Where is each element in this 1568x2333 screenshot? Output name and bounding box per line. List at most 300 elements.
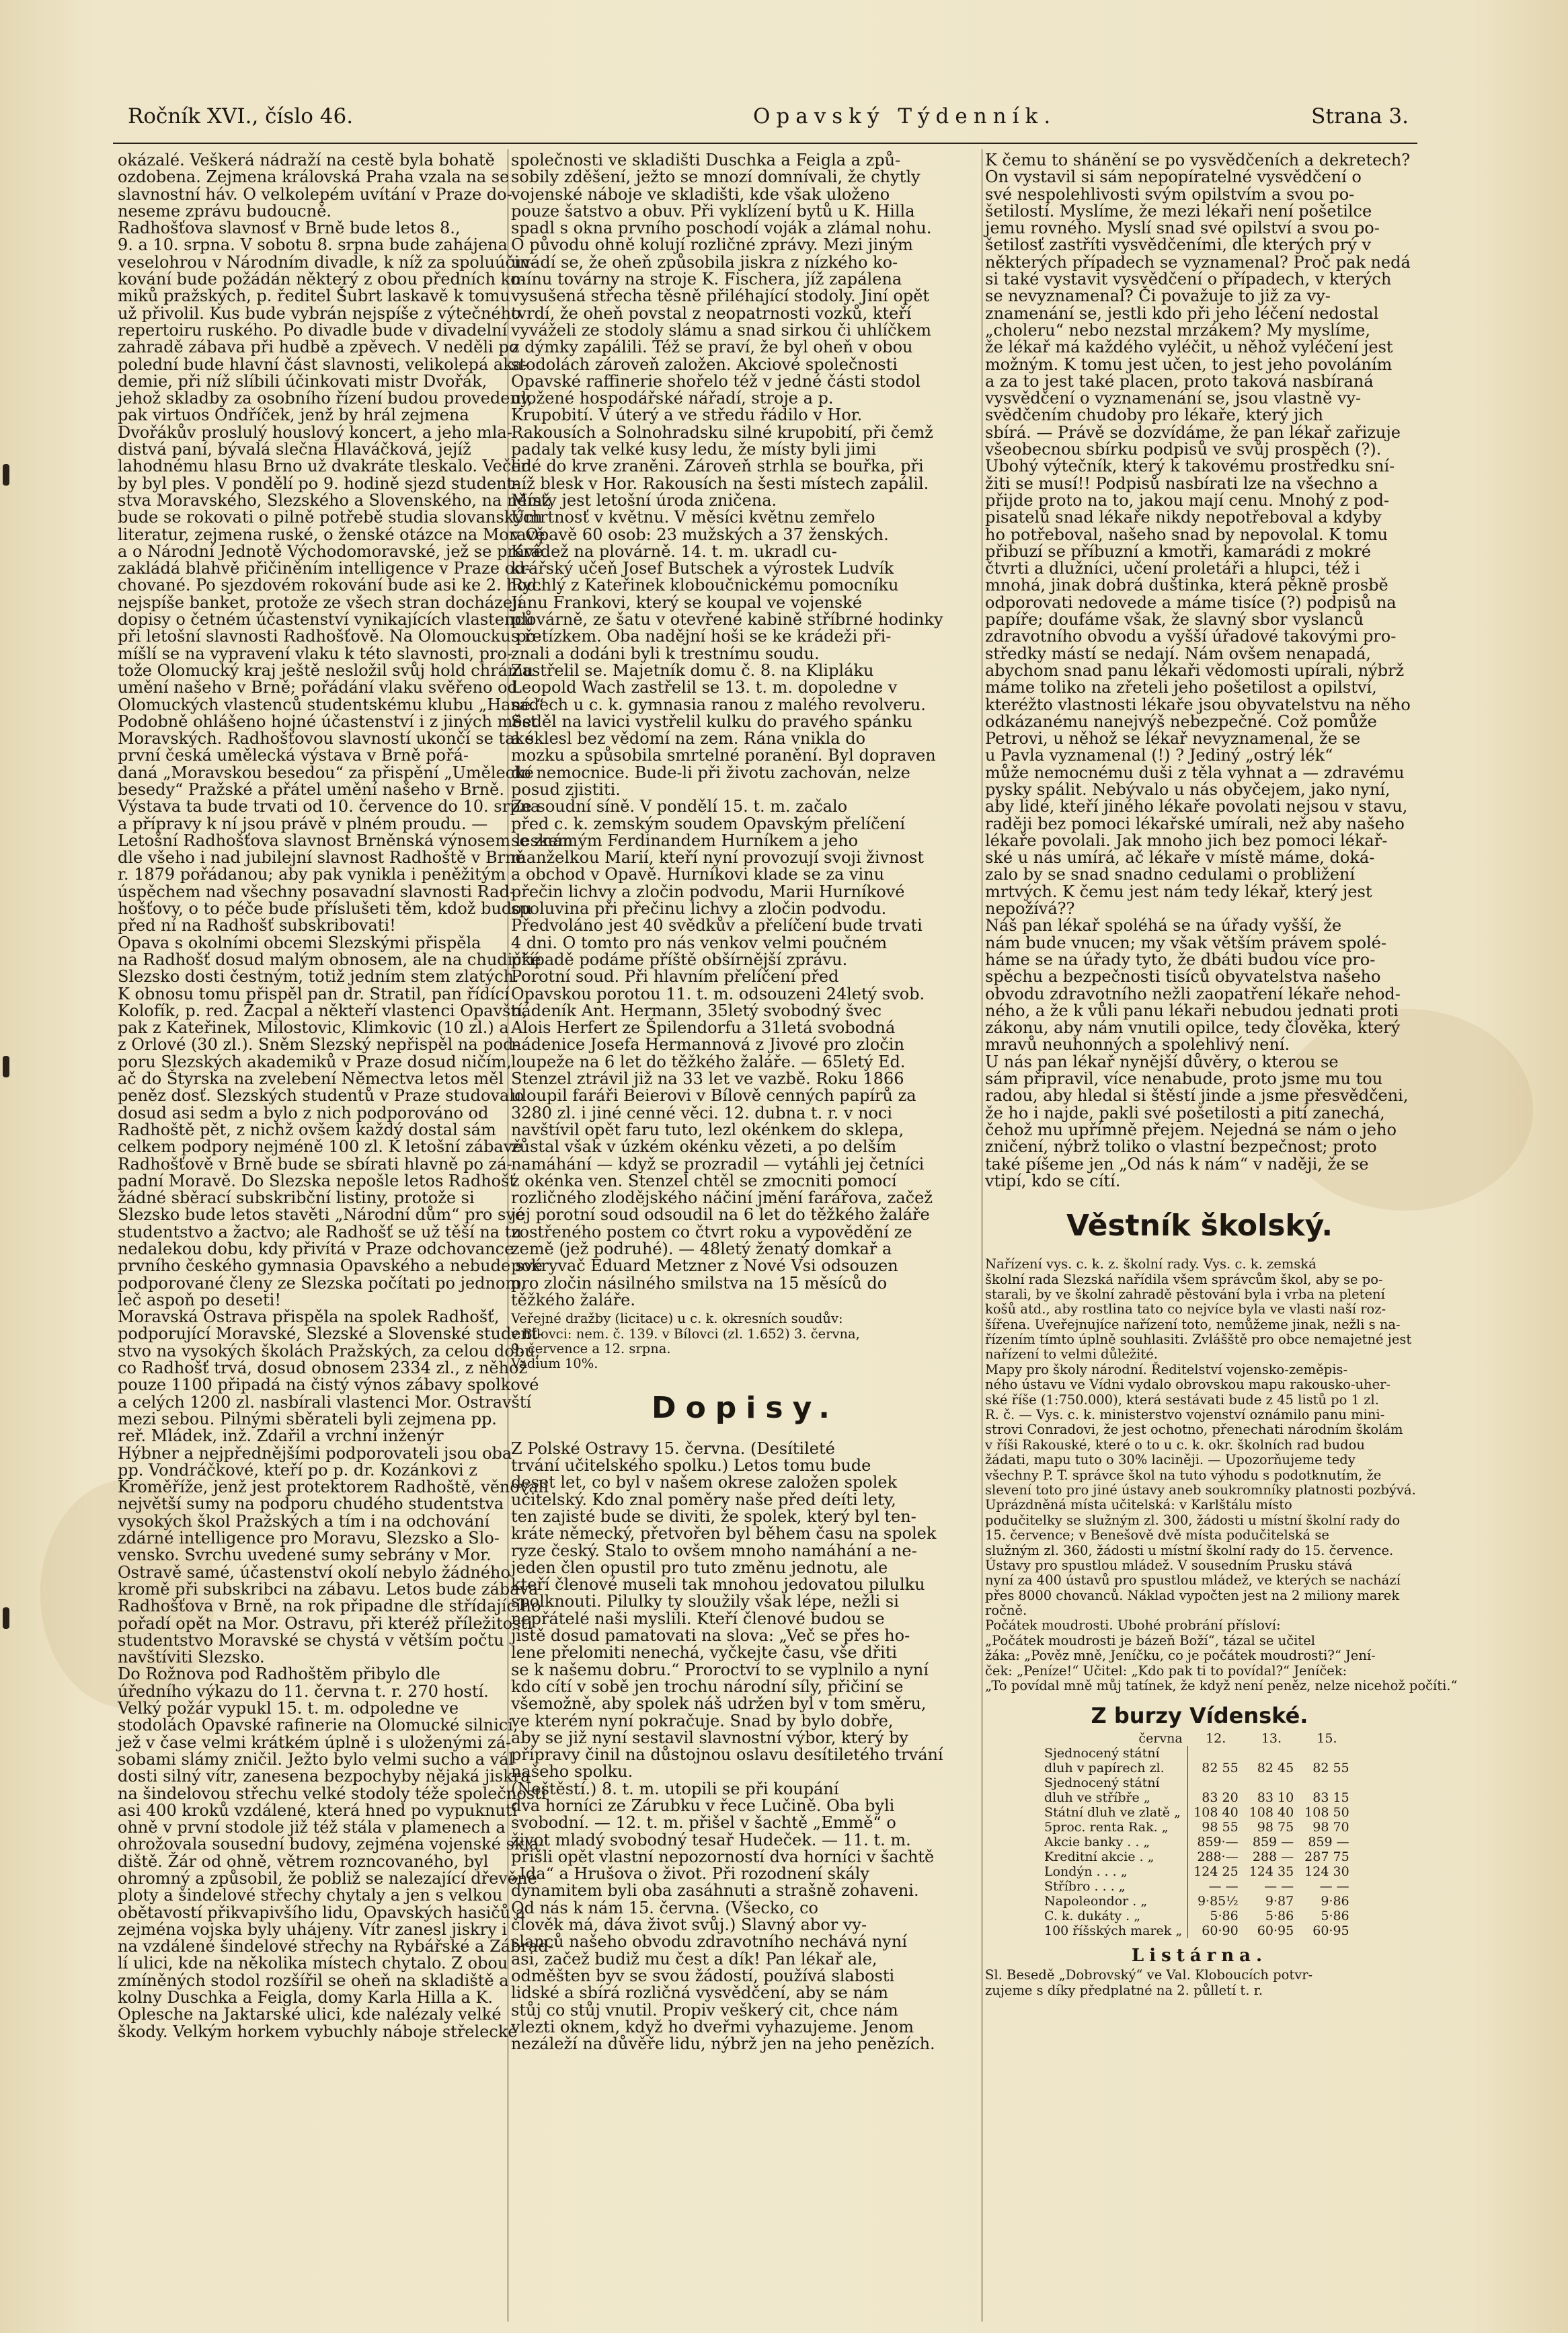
text-line: těžkého žaláře. bbox=[511, 1290, 636, 1309]
text-line: Radhošťově v Brně bude se sbírati hlavně po zá- bbox=[118, 1154, 512, 1174]
text-line: vtipí, kdo se cítí. bbox=[985, 1171, 1121, 1190]
text-line: stůj co stůj vnutil. Propiv veškerý cit, chce nám bbox=[511, 2000, 898, 2020]
text-line: Výstava ta bude trvati od 10. července do 10. srpna bbox=[118, 797, 541, 816]
text-line: zákonu, aby nám vnutili opilce, tedy člověka, který bbox=[985, 1018, 1401, 1038]
exchange-value: 108 40 bbox=[1193, 1805, 1239, 1821]
text-line: prvního českého gymnasia Opavského a nebude své bbox=[118, 1256, 543, 1276]
text-line: hošťovy, o to péče bude příslušeti těm, kdož budou bbox=[118, 899, 533, 919]
text-line: lékaře povolali. Jak mnoho jich bez pomoci lékař- bbox=[985, 831, 1388, 850]
text-line: polední bude hlavní část slavnosti, velikolepá aka- bbox=[118, 354, 528, 374]
burza-heading: Z burzy Vídenské. bbox=[1091, 1703, 1308, 1729]
text-line: nám bude vnucen; my však větším právem spolé- bbox=[985, 933, 1386, 952]
text-line: svobodní. — 12. t. m. přišel v šachtě „Emmě“ o bbox=[511, 1813, 896, 1833]
text-line: 9. a 10. srpna. V sobotu 8. srpna bude zahájena bbox=[118, 235, 508, 255]
exchange-row bbox=[1039, 1761, 1355, 1775]
exchange-value: 60·95 bbox=[1312, 1923, 1349, 1939]
text-line: odměšten byv se svou žádostí, používá slabosti bbox=[511, 1966, 895, 1985]
text-line: a přípravy k ní jsou právě v plném proudu. — bbox=[118, 814, 488, 833]
exchange-value: 60·90 bbox=[1202, 1923, 1239, 1939]
text-line: Hýbner a nejpřednějšími podporovateli jsou oba bbox=[118, 1443, 512, 1463]
exchange-label: Napoleondor . „ bbox=[1039, 1894, 1188, 1909]
text-line: Počátek moudrosti. Ubohé probrání přísloví: bbox=[985, 1617, 1281, 1634]
text-line: aby se již nyní sestavil slavnostní výbor, který by bbox=[511, 1728, 908, 1747]
text-line: namáhání — když se prozradil — vytáhli jej četníci bbox=[511, 1154, 925, 1174]
text-line: Stenzel ztrávil již na 33 let ve vazbě. Roku 1866 bbox=[511, 1069, 904, 1089]
text-line: žádné sběrací subskribční listiny, protože si bbox=[118, 1188, 475, 1208]
exchange-row bbox=[1039, 1805, 1355, 1820]
text-line: lí ulici, kde na několika místech chytalo. Z obou bbox=[118, 1954, 508, 1973]
binding-mark bbox=[3, 1607, 9, 1629]
text-line: jemu rovného. Myslí snad své opilství a svou po- bbox=[985, 219, 1380, 238]
text-line: Moravských. Radhošťovou slavností ukončí se také bbox=[118, 729, 535, 749]
exchange-header-cell: 15. bbox=[1317, 1731, 1337, 1747]
text-line: před ní na Radhošť subskribovati! bbox=[118, 916, 396, 935]
text-line: žáka: „Pověz mně, Jeníčku, co je počátek moudrosti?“ Jení- bbox=[985, 1648, 1376, 1664]
text-line: besedy“ Pražské a přátel umění našeho v Brně. bbox=[118, 779, 504, 799]
text-line: ohně v první stodole již též stála v plamenech a bbox=[118, 1818, 506, 1837]
text-line: U nás pan lékař nynější důvěry, o kterou se bbox=[985, 1052, 1339, 1071]
exchange-value bbox=[1299, 1746, 1354, 1761]
text-line: uloupil faráři Beierovi v Bílově cenných papírů za bbox=[511, 1086, 916, 1106]
text-line: Do Rožnova pod Radhoštěm přibylo dle bbox=[118, 1665, 440, 1684]
text-line: jež v čase velmi krátkém úplně i s uloženými zá- bbox=[118, 1732, 512, 1752]
masthead-title: Opavský Týdenník. bbox=[753, 104, 1057, 128]
text-line: s řetízkem. Oba nadějní hoši se ke krádeži při- bbox=[511, 627, 892, 646]
text-line: slanců našeho obvodu zdravotního nechává nyní bbox=[511, 1932, 907, 1952]
exchange-value: 83 20 bbox=[1202, 1790, 1239, 1806]
text-line: nádeník Ant. Hermann, 35letý svobodný švec bbox=[511, 1001, 882, 1020]
text-line: kráte německý, přetvořen byl během času na spolek bbox=[511, 1524, 937, 1543]
exchange-header-cell: 12. bbox=[1206, 1731, 1226, 1747]
text-line: úspěchem nad všechny posavadní slavnosti Rad- bbox=[118, 882, 516, 901]
text-line: dva horníci ze Zárubku v řece Lučině. Oba byli bbox=[511, 1796, 895, 1815]
text-line: posud zjistiti. bbox=[511, 779, 621, 799]
text-line: Kroměříže, jenž jest protektorem Radhoště, věnovali bbox=[118, 1478, 549, 1497]
exchange-value: 859 — bbox=[1252, 1835, 1294, 1850]
text-line: ské říše (1:750.000), která sestávati bude z 45 listů po 1 zl. bbox=[985, 1391, 1379, 1408]
text-line: vojenské náboje ve skladišti, kde však uloženo bbox=[511, 184, 890, 204]
text-line: žádati, mapu tuto o 30% laciněji. — Upozorňujeme tedy bbox=[985, 1452, 1356, 1468]
text-line: život mladý svobodný tesař Hudeček. — 11. t. m. bbox=[511, 1830, 911, 1849]
exchange-header-cell: 13. bbox=[1261, 1731, 1282, 1747]
text-line: že ho i najde, pakli své pošetilosti a pití zanechá, bbox=[985, 1103, 1385, 1122]
text-line: Porotní soud. Při hlavním přelíčení před bbox=[511, 967, 839, 987]
text-line: diště. Žár od ohně, větrem rozncovaného, byl bbox=[118, 1851, 489, 1871]
text-line: veselohrou v Národním divadle, k níž za spoluúčin- bbox=[118, 252, 536, 272]
text-line: škody. Velkým horkem vybuchly náboje střelecké bbox=[118, 2022, 518, 2041]
text-line: Leopold Wach zastřelil se 13. t. m. dopoledne v bbox=[511, 678, 898, 697]
text-line: na šindelovou střechu velké stodoly téže společnosti bbox=[118, 1784, 547, 1803]
text-line: vensko. Svrchu uvedené sumy sebrány v Mor. bbox=[118, 1545, 492, 1565]
text-line: „Počátek moudrosti je bázeň Boží“, tázal se učitel bbox=[985, 1632, 1316, 1648]
text-line: pro zločin násilného smilstva na 15 měsíců do bbox=[511, 1273, 888, 1293]
text-line: R. č. — Vys. c. k. ministerstvo vojenství oznámilo panu mini- bbox=[985, 1407, 1385, 1423]
text-line: může nemocnému duši z těla vyhnat a — zdravému bbox=[985, 763, 1405, 782]
listarna-text bbox=[985, 1968, 1414, 1998]
text-line: 3280 zl. i jiné cenné věci. 12. dubna t. r. v noci bbox=[511, 1103, 893, 1122]
text-line: bude se rokovati o pilně potřebě studia slovanských bbox=[118, 508, 543, 527]
exchange-value bbox=[1188, 1746, 1244, 1761]
text-line: „choleru“ nebo nezstal mrzákem? My myslíme, bbox=[985, 320, 1370, 340]
text-line: Radhoště pět, z nichž ovšem každý dostal sám bbox=[118, 1120, 496, 1139]
exchange-row bbox=[1039, 1775, 1355, 1790]
exchange-value: 82 55 bbox=[1202, 1761, 1239, 1776]
text-line: ohromný a způsobil, že pobliž se nalezající dřevěné bbox=[118, 1868, 537, 1888]
text-line: kdo cítí v sobě jen trochu národní síly, přičiní se bbox=[511, 1677, 904, 1696]
text-line: přišli opět vlastní nepozorností dva horníci v šachtě bbox=[511, 1847, 935, 1866]
text-line: Dvořákův proslulý houslový koncert, a jeho mla- bbox=[118, 422, 512, 442]
text-line: Z Polské Ostravy 15. června. (Desítileté bbox=[511, 1439, 835, 1458]
text-line: zejména vojska byly uhájeny. Vítr zanesl jiskry i bbox=[118, 1919, 507, 1939]
text-line: Kolofík, p. red. Žacpal a někteří vlastenci Opavští, bbox=[118, 1001, 528, 1020]
text-line: přibuzí se příbuzní a kmotři, kamarádi z mokré bbox=[985, 541, 1371, 561]
text-line: na Radhošť dosud malým obnosem, ale na chudičké bbox=[118, 950, 541, 969]
text-line: všemožně, aby spolek náš udržen byl v tom směru, bbox=[511, 1694, 927, 1714]
text-line: r. 1879 pořádanou; aby pak vynikla i peněžitým bbox=[118, 865, 506, 884]
exchange-value: 9·85½ bbox=[1197, 1894, 1239, 1909]
text-line: loupeže na 6 let do těžkého žaláře. — 65letý Ed. bbox=[511, 1052, 906, 1071]
text-line: zalo by se snad snadno cedulami o probližení bbox=[985, 865, 1356, 884]
text-line: zahradě zábava při hudbě a zpěvech. V neděli po bbox=[118, 338, 519, 357]
text-line: odkázanému nanejvýš nebezpečné. Což pomůže bbox=[985, 712, 1377, 731]
text-line: kteréžto vlastnosti lékaře jsou obyvatelstvu na něho bbox=[985, 695, 1411, 714]
text-line: uvádí se, že oheň způsobila jiskra z nízkého ko- bbox=[511, 252, 898, 272]
exchange-value: 5·86 bbox=[1265, 1909, 1294, 1924]
text-line: co Radhošť trvá, dosud obnosem 2334 zl., z něhož bbox=[118, 1359, 528, 1378]
text-line: se k našemu dobru.“ Proroctví to se vyplnilo a nyní bbox=[511, 1660, 929, 1679]
auction-notice bbox=[511, 1311, 980, 1372]
text-line: na vzdálené šindelové střechy na Rybářské a Zábrad- bbox=[118, 1937, 554, 1956]
text-line: nařízení to velmi důležité. bbox=[985, 1346, 1158, 1363]
exchange-value: 859·— bbox=[1197, 1835, 1239, 1850]
text-line: Ústavy pro spustlou mládež. V sousedním Prusku stává bbox=[985, 1557, 1353, 1573]
text-line: neseme zprávu budoucně. bbox=[118, 201, 332, 221]
text-line: Uprázdněná místa učitelská: v Karlštálu místo bbox=[985, 1497, 1292, 1513]
text-line: studentstvo a žactvo; ale Radhošť se už těší na tu bbox=[118, 1222, 522, 1241]
text-line: poru Slezských akademiků v Praze dosud ničím, bbox=[118, 1052, 512, 1071]
text-line: Sl. Besedě „Dobrovský“ ve Val. Kloboucích potvr- bbox=[985, 1967, 1313, 1983]
text-line: jej porotní soud odsoudil na 6 let do těžkého žaláře bbox=[511, 1205, 930, 1225]
text-line: Předvoláno jest 40 svědkův a přelíčení bude trvati bbox=[511, 916, 923, 935]
text-line: „Ida“ a Hrušova o život. Při rozodnení skály bbox=[511, 1864, 869, 1884]
text-line: mnohá, jinak dobrá duštinka, která pěkně prosbě bbox=[985, 576, 1388, 595]
text-line: Seděl na lavici vystřelil kulku do pravého spánku bbox=[511, 712, 912, 731]
text-line: zostřeného postem co čtvrt roku a vypovědění ze bbox=[511, 1222, 912, 1241]
text-line: žiti se musí!! Podpisů nasbírati lze na všechno a bbox=[985, 473, 1378, 493]
text-line: leč aspoň po deseti! bbox=[118, 1290, 281, 1309]
text-line: také píšeme jen „Od nás k nám“ v naději, že se bbox=[985, 1154, 1369, 1174]
text-line: odporovati nedovede a máme tisíce (?) podpisů na bbox=[985, 592, 1397, 612]
text-line: dynamitem byli oba zasáhnuti a strašně zohaveni. bbox=[511, 1881, 919, 1901]
text-line: stodolách zároveň založen. Akciové společnosti bbox=[511, 354, 898, 374]
text-line: mínu továrny na stroje K. Fischera, jíž zapálena bbox=[511, 270, 902, 289]
text-line: dopisy o četném účastenství vynikajících vlastenců bbox=[118, 610, 535, 629]
binding-mark bbox=[3, 1056, 9, 1077]
text-line: slavnostní háv. O velkolepém uvítání v Praze do- bbox=[118, 184, 512, 204]
text-line: zmíněných stodol rozšířil se oheň na skladiště a bbox=[118, 1971, 509, 1990]
exchange-value: 108 40 bbox=[1249, 1805, 1294, 1821]
text-line: Místy jest letošní úroda zničena. bbox=[511, 490, 777, 510]
text-line: a o Národní Jednotě Východomoravské, jež se právě bbox=[118, 541, 543, 561]
text-line: Úmrtnosť v květnu. V měsíci květnu zemřelo bbox=[511, 508, 875, 527]
text-line: ného, a že k vůli panu lékaři nebudou jednati proti bbox=[985, 1001, 1399, 1020]
text-line: Od nás k nám 15. června. (Všecko, co bbox=[511, 1898, 818, 1917]
text-line: že lékař má každého vyléčit, u něhož vyléčení jest bbox=[985, 338, 1393, 357]
exchange-value: — — bbox=[1208, 1879, 1239, 1895]
text-line: kování bude požádán některý z obou předních ko- bbox=[118, 270, 526, 289]
exchange-value bbox=[1299, 1775, 1354, 1790]
text-line: stva Moravského, Slezského a Slovenského, na němž bbox=[118, 490, 551, 510]
text-line: čtvrti a dlužníci, učení proletáři a hlupci, též i bbox=[985, 559, 1360, 578]
exchange-value: 83 15 bbox=[1312, 1790, 1349, 1806]
exchange-header-cell: června bbox=[1138, 1731, 1183, 1747]
text-line: zdárné intelligence pro Moravu, Slezsko a Slo- bbox=[118, 1529, 500, 1548]
text-line: radou, aby hledal si štěstí jinde a jsme přesvědčeni, bbox=[985, 1086, 1409, 1106]
text-line: spěchu a bezpečnosti tisíců obyvatelstva našeho bbox=[985, 967, 1381, 987]
text-line: ohrožovala sousední budovy, zejména vojenské skla- bbox=[118, 1835, 545, 1854]
text-line: dosti silný vítr, zanesena bezpochyby nějaká jiskra bbox=[118, 1767, 531, 1786]
text-line: ryze český. Stalo to ovšem mnoho namáhání a ne- bbox=[511, 1541, 917, 1560]
text-line: trvání učitelského spolku.) Letos tomu bude bbox=[511, 1456, 871, 1476]
text-line: navštívil opět faru tuto, lezl okénkem do sklepa, bbox=[511, 1120, 904, 1139]
text-line: K čemu to shánění se po vysvědčeních a dekretech? bbox=[985, 151, 1411, 169]
text-line: Letošní Radhošťova slavnost Brněnská výnosem leskem bbox=[118, 831, 574, 850]
text-line: krářský učeň Josef Butschek a výrostek Ludvík bbox=[511, 559, 894, 578]
exchange-value: 98 55 bbox=[1202, 1820, 1239, 1835]
text-line: literatur, zejmena ruské, o ženské otázce na Moravě bbox=[118, 525, 545, 544]
text-line: rozličného zlodějského náčiní jmění farářova, začež bbox=[511, 1188, 933, 1208]
text-line: přes 8000 chovanců. Náklad vypočten jest na 2 miliony marek bbox=[985, 1587, 1400, 1603]
text-line: nyní za 400 ústavů pro spustlou mládež, ve kterých se nachází bbox=[985, 1572, 1401, 1589]
exchange-label: Sjednocený státní bbox=[1039, 1775, 1188, 1790]
text-line: sobami slámy zničil. Ježto bylo velmi sucho a vál bbox=[118, 1749, 514, 1769]
text-line: Rychlý z Kateřinek kloboučnickému pomocníku bbox=[511, 576, 899, 595]
text-line: daná „Moravskou besedou“ za přispění „Umělecké bbox=[118, 763, 534, 782]
text-line: nepožívá?? bbox=[985, 899, 1075, 919]
text-line: máme toliko na zřeteli jeho pošetilost a opilství, bbox=[985, 678, 1377, 697]
exchange-value: 859 — bbox=[1308, 1835, 1349, 1850]
text-line: před c. k. zemským soudem Opavským přelíčení bbox=[511, 814, 905, 833]
exchange-header-row bbox=[1039, 1731, 1355, 1746]
text-line: některých případech se vyznamenal? Proč pak nedá bbox=[985, 252, 1411, 272]
text-line: ve kterém nyní pokračuje. Snad by bylo dobře, bbox=[511, 1711, 894, 1730]
text-line: vyváželi ze stodoly slámu a snad sirkou či uhlíčkem bbox=[511, 320, 932, 340]
text-line: přečin lichvy a zločin podvodu, Marii Hurníkové bbox=[511, 882, 905, 901]
text-line: řízením tímto úplně souhlasiti. Zvlášště pro obce nemajetné jest bbox=[985, 1332, 1412, 1348]
text-line: Nařízení vys. c. k. z. školní rady. Vys. c. k. zemská bbox=[985, 1256, 1317, 1272]
exchange-row bbox=[1039, 1879, 1355, 1894]
text-line: distvá paní, bývalá slečna Hlaváčková, jejíž bbox=[118, 440, 471, 459]
text-line: stodolách Opavské rafinerie na Olomucké silnici, bbox=[118, 1716, 518, 1735]
text-line: strovi Conradovi, že jest ochotno, přenechati národním školám bbox=[985, 1422, 1403, 1438]
text-line: lidské a sbírá rozličná vysvědčení, aby se nám bbox=[511, 1983, 888, 2003]
text-line: Náš pan lékař spoléhá se na úřady vyšší, že bbox=[985, 916, 1342, 935]
text-line: našeho spolku. bbox=[511, 1762, 633, 1782]
text-line: abychom snad panu lékaři vědomosti upírali, nýbrž bbox=[985, 660, 1405, 680]
text-line: se nevyznamenal? Či považuje to již za vy- bbox=[985, 286, 1331, 306]
text-line: zdravotního obvodu a vyšší úřadové takovými pro- bbox=[985, 627, 1397, 646]
text-line: dle všeho i nad jubilejní slavnost Radhoště v Brně bbox=[118, 848, 525, 868]
exchange-value: 124 35 bbox=[1249, 1864, 1294, 1880]
exchange-value: 60·95 bbox=[1257, 1923, 1294, 1939]
text-line: umění našeho v Brně; pořádání vlaku svěřeno od bbox=[118, 678, 518, 697]
exchange-row bbox=[1039, 1820, 1355, 1835]
text-line: deset let, co byl v našem okrese založen spolek bbox=[511, 1473, 898, 1492]
exchange-value: 9·86 bbox=[1321, 1894, 1349, 1909]
text-line: a za to jest také placen, proto taková nasbíraná bbox=[985, 371, 1374, 391]
school-news bbox=[985, 1256, 1458, 1694]
text-line: člověk má, dáva život svůj.) Slavný abor vy- bbox=[511, 1915, 867, 1935]
text-line: spoluvina při přečinu lichvy a zločin podvodu. bbox=[511, 899, 887, 919]
text-line: manželkou Marií, kteří nyní provozují svoji živnost bbox=[511, 848, 924, 868]
exchange-value: 288·— bbox=[1197, 1849, 1239, 1865]
text-line: háme se na úřady tyto, že dbáti budou více pro- bbox=[985, 950, 1376, 969]
text-line: nádenice Josefa Hermannová z Jivové pro zločin bbox=[511, 1035, 904, 1055]
text-line: jeden člen opustil pro tuto změnu jednotu, ale bbox=[511, 1558, 888, 1577]
listarna-heading: Listárna. bbox=[1131, 1946, 1268, 1966]
text-line: pysky spálit. Nebývalo u nás obyčejem, jako nyní, bbox=[985, 779, 1390, 799]
exchange-value: — — bbox=[1319, 1879, 1349, 1895]
text-line: největší sumy na podporu chudého studentstva bbox=[118, 1494, 504, 1514]
text-line: Podobně ohlášeno hojné účastenství i z jiných měst bbox=[118, 712, 537, 731]
exchange-label: dluh ve stříbře „ bbox=[1039, 1790, 1188, 1805]
text-line: košů atd., aby rostlina tato co nejvíce byla ve vlasti naší roz- bbox=[985, 1301, 1386, 1317]
text-line: podporující Moravské, Slezské a Slovenské student- bbox=[118, 1324, 543, 1344]
text-line: Oplesche na Jaktarské ulici, kde nalézaly velké bbox=[118, 2005, 502, 2024]
exchange-label: dluh v papírech zl. bbox=[1039, 1761, 1188, 1775]
text-line: by byl ples. V pondělí po 9. hodině sjezd student- bbox=[118, 473, 519, 493]
text-line: už přivolil. Kus bude vybrán nejspíše z výtečného bbox=[118, 303, 521, 323]
text-line: pouze šatstvo a obuv. Při vyklízení bytů u K. Hilla bbox=[511, 201, 915, 221]
text-line: znamenání se, jestli kdo při jeho léčení nedostal bbox=[985, 303, 1379, 323]
text-line: šetilosť zastříti vysvědčeními, dle kterých prý v bbox=[985, 235, 1371, 255]
text-line: zničení, nýbrž toliko o vlastní bezpečnost; proto bbox=[985, 1137, 1377, 1157]
exchange-value: 98 70 bbox=[1312, 1820, 1349, 1835]
text-line: Ostravě samé, účastenství okolí nebylo žádného bbox=[118, 1562, 510, 1582]
text-line: země (jež podruhé). — 48letý ženatý domkař a bbox=[511, 1239, 892, 1258]
text-line: ného ústavu ve Vídni vydalo obrovskou mapu rakousko-uher- bbox=[985, 1377, 1391, 1393]
text-line: tože Olomucký kraj ještě nesložil svůj hold chrámu bbox=[118, 660, 534, 680]
text-line: raději bez pomoci lékařské umírali, než aby našeho bbox=[985, 814, 1405, 833]
exchange-value: 5·86 bbox=[1210, 1909, 1239, 1924]
text-line: Opava s okolními obcemi Slezskými přispěla bbox=[118, 933, 481, 952]
text-line: Petrovi, u něhož se lékař nevyznamenal, že se bbox=[985, 729, 1361, 749]
exchange-value bbox=[1244, 1775, 1299, 1790]
text-line: kolny Duschka a Feigla, domy Karla Hilla a K. bbox=[118, 1988, 493, 2007]
text-line: 9. července a 12. srpna. bbox=[511, 1340, 671, 1356]
exchange-value bbox=[1188, 1775, 1244, 1790]
header-rule bbox=[113, 143, 1417, 144]
dopisy-heading: Dopisy. bbox=[652, 1390, 839, 1425]
text-line: čehož mu upřímně přejem. Nejedná se nám o jeho bbox=[985, 1120, 1397, 1139]
text-line: uložené hospodářské nářadí, stroje a p. bbox=[511, 389, 834, 408]
exchange-value: 5·86 bbox=[1321, 1909, 1349, 1924]
column-3 bbox=[985, 151, 1458, 1998]
text-line: kromě při subskribci na zábavu. Letos bude zábava bbox=[118, 1579, 539, 1599]
text-line: padní Moravě. Do Slezska nepošle letos Radhošť bbox=[118, 1171, 516, 1190]
text-line: ho potřeboval, našeho snad by nepovolal. K tomu bbox=[985, 525, 1388, 544]
column-2 bbox=[511, 152, 980, 2053]
text-line: v Opavě 60 osob: 23 mužských a 37 ženských. bbox=[511, 525, 889, 544]
text-line: repertoiru ruského. Po divadle bude v divadelní bbox=[118, 320, 508, 340]
volume-issue: Ročník XVI., číslo 46. bbox=[128, 104, 354, 128]
letter-continuation bbox=[985, 152, 1414, 1190]
text-line: dosud asi sedm a bylo z nich podporováno od bbox=[118, 1103, 489, 1122]
exchange-table bbox=[1039, 1731, 1355, 1938]
text-line: spadl s okna prvního poschodí voják a zlámal nohu. bbox=[511, 219, 932, 238]
text-line: školní rada Slezská nařídila všem správcům škol, aby se po- bbox=[985, 1271, 1383, 1287]
text-line: a sklesl bez vědomí na zem. Rána vnikla do bbox=[511, 729, 866, 749]
text-line: obvodu zdravotního nežli zaopatření lékaře nehod- bbox=[985, 984, 1401, 1003]
text-line: Veřejné dražby (licitace) u c. k. okresních soudův: bbox=[511, 1311, 843, 1327]
text-line: si také vystavit vysvědčení o případech, v kterých bbox=[985, 270, 1392, 289]
exchange-row bbox=[1039, 1864, 1355, 1879]
exchange-value: 124 30 bbox=[1304, 1864, 1349, 1880]
exchange-value bbox=[1244, 1746, 1299, 1761]
text-line: kteří členové museli tak mnohou jedovatou pilulku bbox=[511, 1575, 925, 1595]
text-line: sadech u c. k. gymnasia ranou z malého revolveru. bbox=[511, 695, 926, 714]
letters-section bbox=[511, 1441, 980, 2053]
exchange-value: 288 — bbox=[1252, 1849, 1294, 1865]
text-line: Alois Herfert ze Špilendorfu a 31letá svobodná bbox=[511, 1018, 896, 1038]
text-line: reř. Mládek, inž. Zdařil a vrchní inženýr bbox=[118, 1426, 444, 1446]
text-line: při letošní slavnosti Radhošťově. Na Olomoucku po- bbox=[118, 627, 542, 646]
text-line: pořadí opět na Mor. Ostravu, při kteréž příležitosti bbox=[118, 1613, 533, 1633]
text-line: plovárně, ze šatu v otevřené kabině stříbrné hodinky bbox=[511, 610, 943, 629]
exchange-value: 82 55 bbox=[1312, 1761, 1349, 1776]
text-line: stvo na vysokých školách Pražských, za celou dobu, bbox=[118, 1341, 541, 1361]
text-line: ček: „Peníze!“ Učitel: „Kdo pak ti to povídal?“ Jeníček: bbox=[985, 1662, 1347, 1679]
text-line: sbírá. — Právě se dozvídáme, že pan lékař zařizuje bbox=[985, 422, 1401, 442]
text-line: zůstal však v úzkém okénku vězeti, a po delším bbox=[511, 1137, 897, 1157]
text-line: spolknouti. Pilulky ty sloužily však lépe, nežli si bbox=[511, 1592, 899, 1611]
text-line: lahodnému hlasu Brno už dvakráte tleskalo. Večer bbox=[118, 457, 529, 476]
exchange-row bbox=[1039, 1835, 1355, 1849]
text-line: vysvědčení o vyznamenání se, jsou vlastně vy- bbox=[985, 389, 1362, 408]
text-line: Opavské raffinerie shořelo též v jedné části stodol bbox=[511, 371, 920, 391]
text-line: vysokých škol Pražských a tím i na odchování bbox=[118, 1511, 490, 1531]
text-line: pokryvač Eduard Metzner z Nové Vsi odsouzen bbox=[511, 1256, 898, 1276]
text-line: obětavostí přikvapivšího lidu, Opavských hasičů a bbox=[118, 1903, 526, 1922]
exchange-label: C. k. dukáty . „ bbox=[1039, 1909, 1188, 1923]
page-number: Strana 3. bbox=[1311, 104, 1409, 128]
text-line: demie, při níž slíbili účinkovati mistr Dvořák, bbox=[118, 371, 487, 391]
text-line: (Neštěstí.) 8. t. m. utopili se při koupání bbox=[511, 1779, 839, 1798]
text-line: Zastřelil se. Majetník domu č. 8. na Klipláku bbox=[511, 660, 874, 680]
text-line: „To povídal mně můj tatínek, že když není peněz, nelze nicehož počíti.“ bbox=[985, 1678, 1458, 1694]
text-line: ten zajisté bude se diviti, že spolek, který byl ten- bbox=[511, 1506, 916, 1526]
exchange-label: Akcie banky . . „ bbox=[1039, 1835, 1188, 1849]
text-line: svědčením chudoby pro lékaře, který jich bbox=[985, 406, 1323, 425]
text-line: K obnosu tomu přispěl pan dr. Stratil, pan řídící bbox=[118, 984, 510, 1003]
text-line: pak z Kateřinek, Milostovic, Klimkovic (10 zl.) a bbox=[118, 1018, 509, 1038]
text-line: do nemocnice. Bude-li při životu zachován, nelze bbox=[511, 763, 910, 782]
text-line: 4 dni. O tomto pro nás venkov velmi poučném bbox=[511, 933, 888, 952]
text-line: a celých 1200 zl. nasbírali vlastenci Mor. Ostravští bbox=[118, 1392, 532, 1412]
text-line: mozku a spůsobila smrtelné poranění. Byl dopraven bbox=[511, 746, 936, 765]
exchange-label: 100 říšských marek „ bbox=[1039, 1923, 1188, 1938]
exchange-value: 124 25 bbox=[1193, 1864, 1239, 1880]
text-line: zujeme s díky předplatné na 2. půlletí t. r. bbox=[985, 1982, 1263, 1998]
text-line: sobily zděšení, ježto se mnozí domnívali, že chytly bbox=[511, 167, 920, 187]
page-header bbox=[128, 104, 1409, 145]
text-line: asi 400 kroků vzdálené, která hned po vypuknutí bbox=[118, 1800, 518, 1820]
text-line: Mapy pro školy národní. Ředitelství vojensko-zeměpis- bbox=[985, 1361, 1348, 1377]
text-line: pp. Vondráčkové, kteří po p. dr. Kozánkovi z bbox=[118, 1460, 477, 1480]
text-line: navštíviti Slezsko. bbox=[118, 1648, 265, 1667]
text-line: Krupobití. V úterý a ve středu řádilo v Hor. bbox=[511, 406, 863, 425]
text-line: společnosti ve skladišti Duschka a Feigla a způ- bbox=[511, 151, 901, 169]
